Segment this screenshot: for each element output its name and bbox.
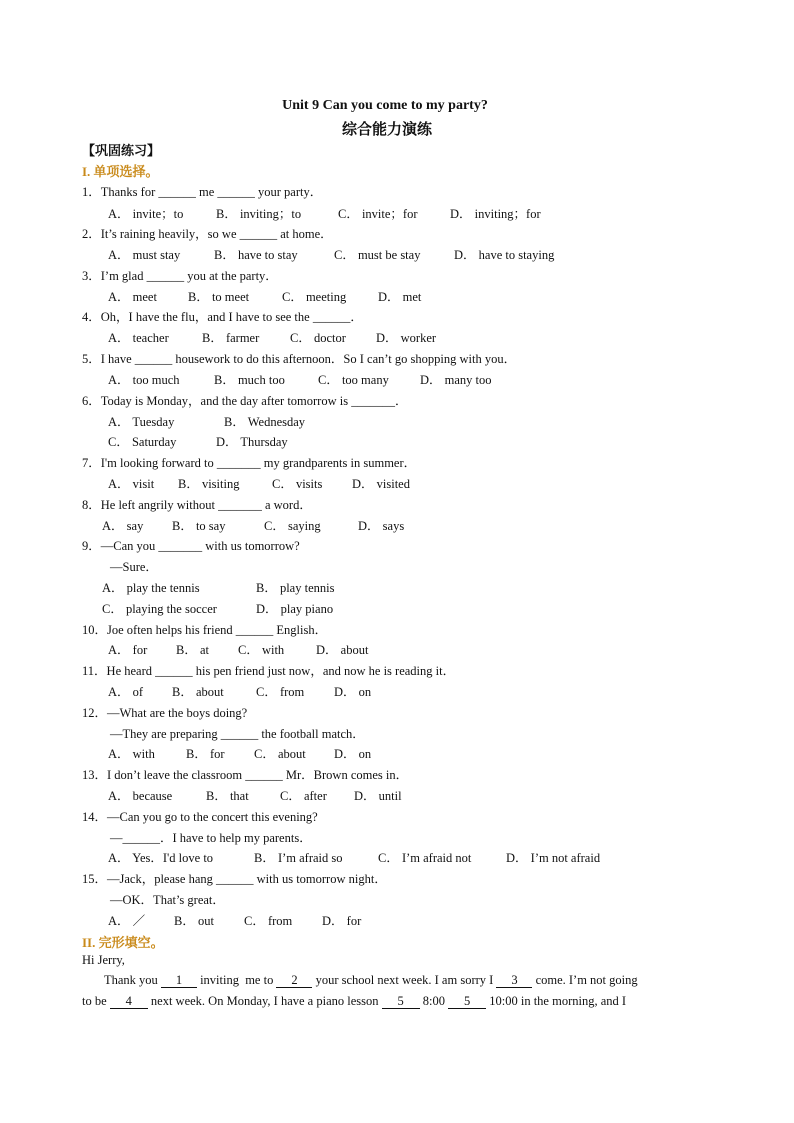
question-3: 3．I’m glad ______ you at the party． <box>82 269 278 283</box>
option-14c: C． I’m afraid not <box>378 851 472 865</box>
option-7c: C． visits <box>272 477 323 491</box>
cloze-blank-6: 5 <box>448 995 486 1009</box>
question-6: 6．Today is Monday，and the day after tomorrow is _______． <box>82 394 408 408</box>
option-1b: B． inviting；to <box>216 207 302 221</box>
option-3a: A． meet <box>108 290 157 304</box>
cloze-blank-1: 1 <box>161 974 197 988</box>
letter-greeting: Hi Jerry, <box>82 953 125 967</box>
option-13c: C． after <box>280 789 327 803</box>
option-10d: D． about <box>316 643 369 657</box>
option-14b: B． I’m afraid so <box>254 851 343 865</box>
question-11: 11．He heard ______ his pen friend just now，and now he is reading it． <box>82 664 456 678</box>
option-8b: B． to say <box>172 519 226 533</box>
option-7d: D． visited <box>352 477 410 491</box>
question-9: 9．—Can you _______ with us tomorrow? <box>82 539 300 553</box>
option-4a: A． teacher <box>108 331 169 345</box>
page-subtitle: 综合能力演练 <box>341 122 432 138</box>
option-13a: A． because <box>108 789 173 803</box>
option-9d: D． play piano <box>256 602 334 616</box>
option-15b: B． out <box>174 914 214 928</box>
option-6a: A． Tuesday <box>108 415 175 429</box>
option-12a: A． with <box>108 747 155 761</box>
cloze-blank-5: 5 <box>382 995 420 1009</box>
question-1: 1．Thanks for ______ me ______ your party． <box>82 185 323 199</box>
cloze-blank-2: 2 <box>276 974 312 988</box>
option-2b: B． have to stay <box>214 248 298 262</box>
option-5b: B． much too <box>214 373 285 387</box>
cloze-blank-3: 3 <box>496 974 532 988</box>
option-12b: B． for <box>186 747 225 761</box>
option-12c: C． about <box>254 747 306 761</box>
cloze-blank-4: 4 <box>110 995 148 1009</box>
practice-tag: 【巩固练习】 <box>82 143 161 158</box>
option-2c: C． must be stay <box>334 248 421 262</box>
option-6b: B． Wednesday <box>224 415 306 429</box>
question-13: 13．I don’t leave the classroom ______ Mr．Brown comes in． <box>82 768 409 782</box>
option-10c: C． with <box>238 643 285 657</box>
option-14d: D． I’m not afraid <box>506 851 601 865</box>
option-10b: B． at <box>176 643 209 657</box>
option-15d: D． for <box>322 914 362 928</box>
option-6c: C． Saturday <box>108 435 177 449</box>
question-15-reply: —OK．That’s great． <box>110 893 225 907</box>
question-9-reply: —Sure． <box>110 560 158 574</box>
question-12-reply: —They are preparing ______ the football match． <box>110 727 365 741</box>
option-4d: D． worker <box>376 331 437 345</box>
question-4: 4．Oh，I have the flu，and I have to see the ______． <box>82 310 363 324</box>
option-5c: C． too many <box>318 373 389 387</box>
option-11b: B． about <box>172 685 224 699</box>
option-2a: A． must stay <box>108 248 181 262</box>
option-14a: A． Yes．I'd love to <box>108 851 214 865</box>
option-5d: D． many too <box>420 373 492 387</box>
option-2d: D． have to staying <box>454 248 555 262</box>
question-7: 7．I'm looking forward to _______ my grandparents in summer． <box>82 456 417 470</box>
option-11c: C． from <box>256 685 305 699</box>
option-5a: A． too much <box>108 373 180 387</box>
section-heading-cloze: II. 完形填空。 <box>82 935 164 950</box>
option-9b: B． play tennis <box>256 581 335 595</box>
option-3b: B． to meet <box>188 290 250 304</box>
option-6d: D． Thursday <box>216 435 288 449</box>
option-15a: A． ／ <box>108 914 146 928</box>
option-4c: C． doctor <box>290 331 346 345</box>
option-15c: C． from <box>244 914 293 928</box>
cloze-line-1: Thank you 1 inviting me to 2 your school next week. I am sorry I 3 come. I’m not going <box>104 973 638 987</box>
question-8: 8．He left angrily without _______ a word． <box>82 498 312 512</box>
question-10: 10．Joe often helps his friend ______ English． <box>82 623 328 637</box>
question-5: 5．I have ______ housework to do this afternoon．So I can’t go shopping with you． <box>82 352 517 366</box>
option-8a: A． say <box>102 519 144 533</box>
option-7a: A． visit <box>108 477 155 491</box>
question-12: 12．—What are the boys doing? <box>82 706 248 720</box>
option-12d: D． on <box>334 747 372 761</box>
option-4b: B． farmer <box>202 331 260 345</box>
option-9a: A． play the tennis <box>102 581 200 595</box>
question-2: 2．It’s raining heavily，so we ______ at home． <box>82 227 333 241</box>
question-15: 15．—Jack，please hang ______ with us tomorrow night． <box>82 872 387 886</box>
section-heading-multiple-choice: I. 单项选择。 <box>82 164 159 179</box>
option-1d: D． inviting；for <box>450 207 541 221</box>
option-13d: D． until <box>354 789 402 803</box>
option-1c: C． invite；for <box>338 207 418 221</box>
option-3d: D． met <box>378 290 422 304</box>
option-7b: B． visiting <box>178 477 240 491</box>
option-13b: B． that <box>206 789 249 803</box>
option-9c: C． playing the soccer <box>102 602 217 616</box>
option-3c: C． meeting <box>282 290 347 304</box>
option-10a: A． for <box>108 643 148 657</box>
option-11d: D． on <box>334 685 372 699</box>
question-14: 14．—Can you go to the concert this evening? <box>82 810 318 824</box>
question-14-reply: —______．I have to help my parents． <box>110 831 312 845</box>
option-8c: C． saying <box>264 519 321 533</box>
page-title: Unit 9 Can you come to my party? <box>282 98 488 113</box>
cloze-line-2: to be 4 next week. On Monday, I have a piano lesson 5 8:00 5 10:00 in the morning, and I <box>82 994 627 1008</box>
option-11a: A． of <box>108 685 144 699</box>
option-1a: A． invite；to <box>108 207 184 221</box>
option-8d: D． says <box>358 519 405 533</box>
